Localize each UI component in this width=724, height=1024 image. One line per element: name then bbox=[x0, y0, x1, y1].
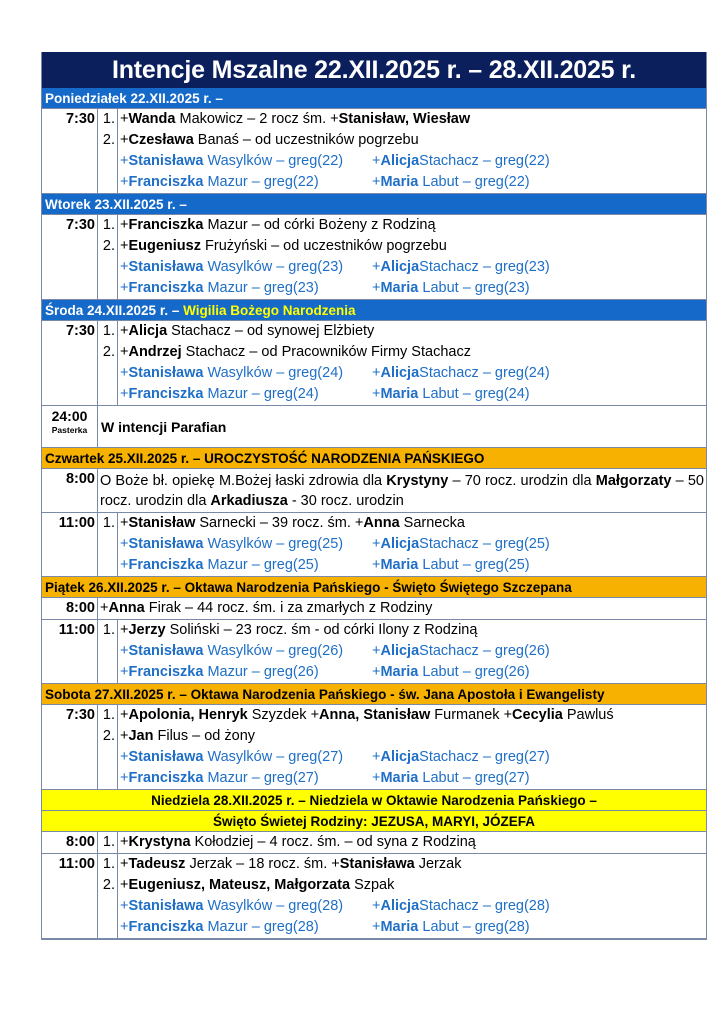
day-header-sunday-feast: Święto Świetej Rodziny: JEZUSA, MARYI, JÓZEFA bbox=[42, 811, 706, 832]
gregorian-line: +Stanisława Wasylków – greg(28) +AlicjaStachacz – greg(28) bbox=[120, 898, 550, 914]
mass-block-saturday-0730 bbox=[42, 705, 706, 790]
intention-line: +Stanisław Sarnecki – 39 rocz. śm. +Anna Sarnecka bbox=[120, 515, 465, 531]
day-header-thursday: Czwartek 25.XII.2025 r. – UROCZYSTOŚĆ NARODZENIA PAŃSKIEGO bbox=[42, 448, 706, 469]
entry-number: 1. bbox=[102, 111, 115, 127]
gregorian-line: +Franciszka Mazur – greg(25) +Maria Labut – greg(25) bbox=[120, 557, 530, 573]
mass-time: 11:00 bbox=[42, 854, 98, 938]
gregorian-line: +Franciszka Mazur – greg(24) +Maria Labut – greg(24) bbox=[120, 386, 530, 402]
mass-block-monday-0730 bbox=[42, 109, 706, 194]
day-header-wednesday: Środa 24.XII.2025 r. – Wigilia Bożego Narodzenia bbox=[42, 300, 706, 321]
intention-line: +Jerzy Soliński – 23 rocz. śm - od córki Ilony z Rodziną bbox=[120, 622, 478, 638]
entry-number: 2. bbox=[102, 238, 115, 254]
page-title: Intencje Mszalne 22.XII.2025 r. – 28.XII.2025 r. bbox=[42, 52, 706, 88]
gregorian-line: +Stanisława Wasylków – greg(25) +AlicjaStachacz – greg(25) bbox=[120, 536, 550, 552]
mass-block-thursday-0800 bbox=[42, 469, 706, 513]
entry-number: 1. bbox=[102, 707, 115, 723]
intention-line: +Tadeusz Jerzak – 18 rocz. śm. +Stanisława Jerzak bbox=[120, 856, 462, 872]
day-header-monday: Poniedziałek 22.XII.2025 r. – bbox=[42, 88, 706, 109]
intention-line: +Apolonia, Henryk Szyzdek +Anna, Stanisław Furmanek +Cecylia Pawluś bbox=[120, 707, 614, 723]
mass-block-sunday-1100 bbox=[42, 854, 706, 939]
intention-line: +Andrzej Stachacz – od Pracowników Firmy Stachacz bbox=[120, 344, 471, 360]
mass-time: 11:00 bbox=[42, 513, 98, 576]
gregorian-line: +Stanisława Wasylków – greg(22) +AlicjaStachacz – greg(22) bbox=[120, 153, 550, 169]
day-header-saturday: Sobota 27.XII.2025 r. – Oktawa Narodzenia Pańskiego - św. Jana Apostoła i Ewangelisty bbox=[42, 684, 706, 705]
mass-block-wednesday-0730 bbox=[42, 321, 706, 406]
intention-line: +Alicja Stachacz – od synowej Elżbiety bbox=[120, 323, 375, 339]
mass-time: 11:00 bbox=[42, 620, 98, 683]
pasterka-label: Pasterka bbox=[51, 425, 88, 435]
mass-time: 7:30 bbox=[42, 215, 98, 299]
mass-time: 8:00 bbox=[42, 469, 98, 512]
gregorian-line: +Stanisława Wasylków – greg(26) +AlicjaStachacz – greg(26) bbox=[120, 643, 550, 659]
mass-time: 24:00 bbox=[51, 408, 88, 424]
gregorian-line: +Franciszka Mazur – greg(27) +Maria Labut – greg(27) bbox=[120, 770, 530, 786]
gregorian-line: +Franciszka Mazur – greg(22) +Maria Labut – greg(22) bbox=[120, 174, 530, 190]
day-header-tuesday: Wtorek 23.XII.2025 r. – bbox=[42, 194, 706, 215]
intention-paragraph: O Boże bł. opiekę M.Bożej łaski zdrowia dla Krystyny – 70 rocz. urodzin dla Małgorzaty – 50 rocz. urodzin dla Arkadiusza - 30 rocz. urodzin bbox=[100, 473, 704, 509]
gregorian-line: +Franciszka Mazur – greg(26) +Maria Labut – greg(26) bbox=[120, 664, 530, 680]
intentions-sheet bbox=[41, 52, 707, 940]
entry-number: 2. bbox=[102, 877, 115, 893]
intention-line: +Wanda Makowicz – 2 rocz śm. +Stanisław, Wiesław bbox=[120, 111, 471, 127]
entry-number: 1. bbox=[102, 834, 115, 850]
intention-line: +Eugeniusz, Mateusz, Małgorzata Szpak bbox=[120, 877, 395, 893]
mass-time: 8:00 bbox=[42, 832, 98, 853]
intention-line: W intencji Parafian bbox=[101, 418, 227, 435]
intention-line: +Krystyna Kołodziej – 4 rocz. śm. – od syna z Rodziną bbox=[120, 834, 476, 850]
entry-number: 2. bbox=[102, 344, 115, 360]
gregorian-line: +Franciszka Mazur – greg(23) +Maria Labut – greg(23) bbox=[120, 280, 530, 296]
entry-number: 1. bbox=[102, 856, 115, 872]
mass-time: 7:30 bbox=[42, 705, 98, 789]
entry-number: 1. bbox=[102, 323, 115, 339]
gregorian-line: +Stanisława Wasylków – greg(27) +AlicjaStachacz – greg(27) bbox=[120, 749, 550, 765]
intention-line: +Czesława Banaś – od uczestników pogrzebu bbox=[120, 132, 419, 148]
mass-block-friday-1100 bbox=[42, 620, 706, 684]
entry-number: 1. bbox=[102, 515, 115, 531]
entry-number: 2. bbox=[102, 132, 115, 148]
intention-line: +Jan Filus – od żony bbox=[120, 728, 256, 744]
mass-block-pasterka bbox=[42, 406, 706, 448]
gregorian-line: +Stanisława Wasylków – greg(24) +AlicjaStachacz – greg(24) bbox=[120, 365, 550, 381]
mass-block-sunday-0800 bbox=[42, 832, 706, 854]
vigil-highlight: Wigilia Bożego Narodzenia bbox=[183, 303, 356, 318]
mass-block-thursday-1100 bbox=[42, 513, 706, 577]
entry-number: 2. bbox=[102, 728, 115, 744]
intention-line: +Eugeniusz Frużyński – od uczestników pogrzebu bbox=[120, 238, 447, 254]
mass-time: 7:30 bbox=[42, 109, 98, 193]
mass-block-friday-0800 bbox=[42, 598, 706, 620]
intention-line: +Franciszka Mazur – od córki Bożeny z Rodziną bbox=[120, 217, 436, 233]
gregorian-line: +Stanisława Wasylków – greg(23) +AlicjaStachacz – greg(23) bbox=[120, 259, 550, 275]
mass-time: 7:30 bbox=[42, 321, 98, 405]
mass-block-tuesday-0730 bbox=[42, 215, 706, 300]
entry-number: 1. bbox=[102, 217, 115, 233]
intention-line: +Anna Firak – 44 rocz. śm. i za zmarłych z Rodziny bbox=[100, 600, 433, 616]
day-header-sunday: Niedziela 28.XII.2025 r. – Niedziela w Oktawie Narodzenia Pańskiego – bbox=[42, 790, 706, 811]
mass-time: 8:00 bbox=[42, 598, 98, 619]
entry-number: 1. bbox=[102, 622, 115, 638]
gregorian-line: +Franciszka Mazur – greg(28) +Maria Labut – greg(28) bbox=[120, 919, 530, 935]
day-header-friday: Piątek 26.XII.2025 r. – Oktawa Narodzenia Pańskiego - Święto Świętego Szczepana bbox=[42, 577, 706, 598]
